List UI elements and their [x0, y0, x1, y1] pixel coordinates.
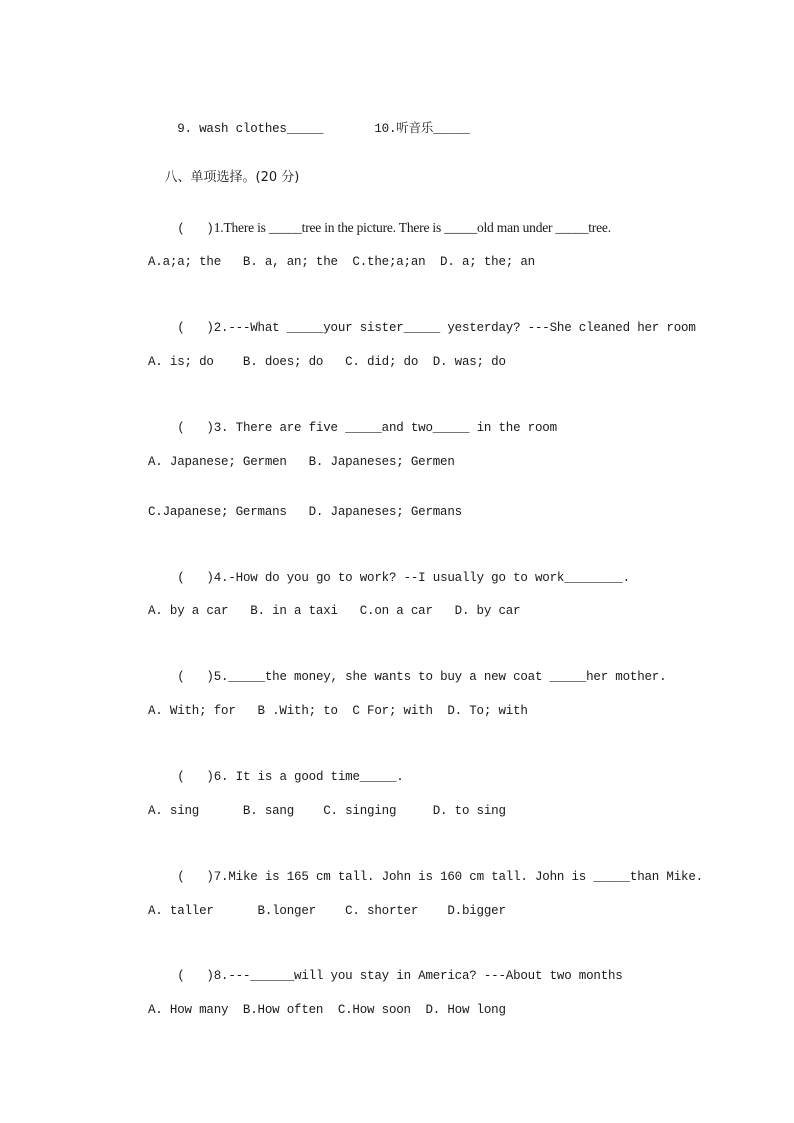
question-7-stem: 7.Mike is 165 cm tall. John is 160 cm tall. John is _____than Mike. [213, 870, 703, 884]
question-2-options: A. is; do B. does; do C. did; do D. was; do [148, 355, 506, 369]
question-4-options: A. by a car B. in a taxi C.on a car D. by car [148, 604, 521, 618]
question-1-stem-row [148, 204, 611, 253]
question-3-options: A. Japanese; Germen B. Japaneses; Germen [148, 455, 455, 469]
vocab-row [148, 105, 470, 153]
question-1-stem: 1.There is _____tree in the picture. There is _____old man under _____tree. [213, 220, 611, 235]
question-7-options: A. taller B.longer C. shorter D.bigger [148, 904, 506, 918]
vocab-item-9: 9. wash clothes_____ [177, 122, 324, 136]
question-8-options: A. How many B.How often C.How soon D. How long [148, 1003, 506, 1017]
answer-bracket: ( ) [177, 421, 214, 435]
answer-bracket: ( ) [177, 770, 214, 784]
question-4-stem-row [148, 554, 630, 602]
question-8-stem: 8.---______will you stay in America? ---About two months [213, 969, 623, 983]
question-5-options: A. With; for B .With; to C For; with D. To; with [148, 704, 528, 718]
question-6-stem: 6. It is a good time_____. [213, 770, 404, 784]
question-6-options: A. sing B. sang C. singing D. to sing [148, 804, 506, 818]
question-2-stem: 2.---What _____your sister_____ yesterday? ---She cleaned her room [213, 321, 696, 335]
question-3-stem: 3. There are five _____and two_____ in the room [213, 421, 557, 435]
question-5-stem: 5._____the money, she wants to buy a new coat _____her mother. [213, 670, 667, 684]
question-6-stem-row [148, 753, 404, 801]
question-2-stem-row [148, 304, 696, 352]
answer-bracket: ( ) [177, 670, 214, 684]
answer-bracket: ( ) [177, 870, 214, 884]
answer-bracket: ( ) [177, 321, 214, 335]
answer-bracket: ( ) [177, 969, 214, 983]
question-3-options-row-2: C.Japanese; Germans D. Japaneses; Germans [148, 505, 462, 519]
question-8-stem-row [148, 952, 623, 1000]
section-title: 八、单项选择。 [164, 170, 256, 185]
vocab-item-10: 10.听音乐_____ [374, 122, 470, 136]
section-heading [148, 154, 299, 202]
answer-bracket: ( ) [177, 222, 214, 236]
question-4-stem: 4.-How do you go to work? --I usually go to work________. [213, 571, 630, 585]
question-7-stem-row [148, 853, 703, 901]
answer-bracket: ( ) [177, 571, 214, 585]
section-score: (20 分) [255, 170, 300, 185]
question-1-options: A.a;a; the B. a, an; the C.the;a;an D. a; the; an [148, 255, 535, 269]
question-3-stem-row [148, 404, 557, 452]
question-5-stem-row [148, 653, 666, 701]
